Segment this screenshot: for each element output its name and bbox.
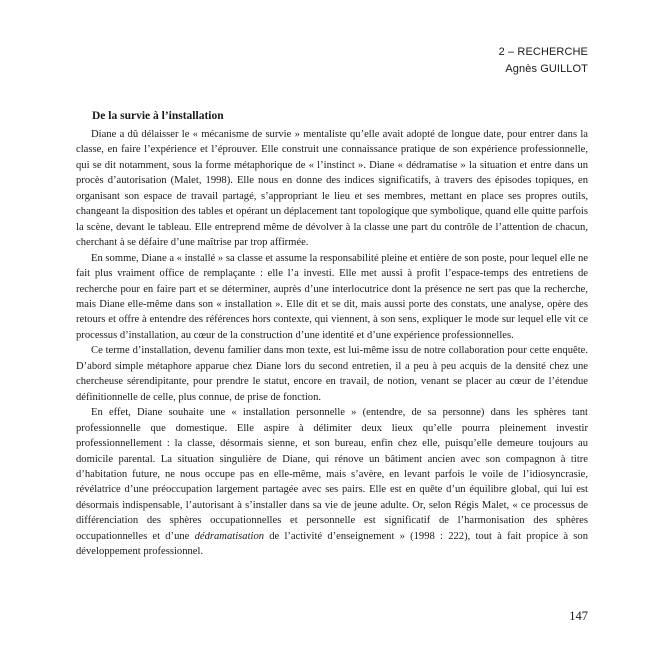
paragraph-1: Diane a dû délaisser le « mécanisme de survie » mentaliste qu’elle avait adopté de longue date, pour entrer dans la classe, en faire l’expérience et l’éprouver. Elle construit une connaissance pratique de son expérience professionnelle, qui se dit notamment, sous la forme métaphorique de « l’instinct ». Diane « dédramatise » la situation et entre dans un procès d’autorisation (Malet, 1998). Elle nous en donne des indices significatifs, à travers des épisodes topiques, en organisant son espace de travail partagé, s’appropriant le lieu et ses membres, mettant en place ses propres outils, changeant la disposition des tables et opérant un déplacement tant topologique que symbolique, quand elle quitte parfois la scène, devant le tableau. Elle entreprend même de dévolver à la classe une part du contrôle de l’attention de chacun, cherchant à se défaire d’une maîtrise par trop affirmée. — [76, 129, 588, 249]
chapter-heading: 2 – RECHERCHE — [498, 46, 588, 58]
page-number: 147 — [569, 609, 588, 623]
section-title: De la survie à l’installation — [92, 110, 224, 122]
running-header — [499, 44, 588, 78]
paragraph-2: En somme, Diane a « installé » sa classe et assume la responsabilité pleine et entière de son poste, pour lequel elle ne fait plus vraiment office de remplaçante : elle l’a investi. Elle met aussi à profit l’espace-temps des entretiens de recherche pour en faire part et se déterminer, auprès d’une interlocutrice dont la présence ne sert pas que la recherche, mais Diane elle-même dans son « installation ». Elle dit et se dit, mais aussi porte des constats, une analyse, opère des retours et offre à entendre des références hors contexte, qui viennent, à son sens, expliquer le mode sur lequel elle vit ce processus d’installation, au cœur de la construction d’une identité et d’une expérience professionnelles. — [76, 252, 588, 341]
paragraph-3: Ce terme d’installation, devenu familier dans mon texte, est lui-même issu de notre collaboration pour cette enquête. D’abord simple métaphore apparue chez Diane lors du second entretien, il a peu à peu acquis de la densité chez une chercheuse sérendipitante, pour prendre le statut, encore en travail, de notion, venant se placer au cœur de l’étendue définitionnelle de celle, plus connue, de prise de fonction. — [76, 345, 588, 403]
paragraph-4 — [76, 405, 588, 560]
paragraph-4-part-1: En effet, Diane souhaite une « installation personnelle » (entendre, de sa personne) dans les sphères tant professionnelle que domestique. Elle aspire à délimiter deux lieux qu’elle pourra pleinement investir professionnellement : la classe, désormais sienne, et son bureau, enfin chez elle, puisqu’elle demeure toujours au domicile parental. La situation singulière de Diane, qui rénove un bâtiment ancien avec son compagnon à titre d’habitation future, ne nous occupe pas en elle-même, mais s’avère, en levant parfois le voile de l’idiosyncrasie, révélatrice d’une préoccupation largement partagée avec ses pairs. Elle est en quête d’un équilibre global, qui lui est désormais indispensable, l’autorisant à s’installer dans sa vie de jeune adulte. Or, selon Régis Malet, « ce processus de différenciation des sphères occupationnelles et personnelle est significatif de l’harmonisation des sphères occupationnelles et d’une — [76, 407, 588, 542]
body-text — [76, 127, 588, 560]
emphasis-dedramatisation: dédramatisation — [194, 530, 265, 542]
author-name: Agnès GUILLOT — [505, 63, 588, 75]
paragraph-4-part-2: de l’activité d’enseignement » (1998 : 222), tout à fait propice à son développement professionnel. — [76, 530, 588, 558]
